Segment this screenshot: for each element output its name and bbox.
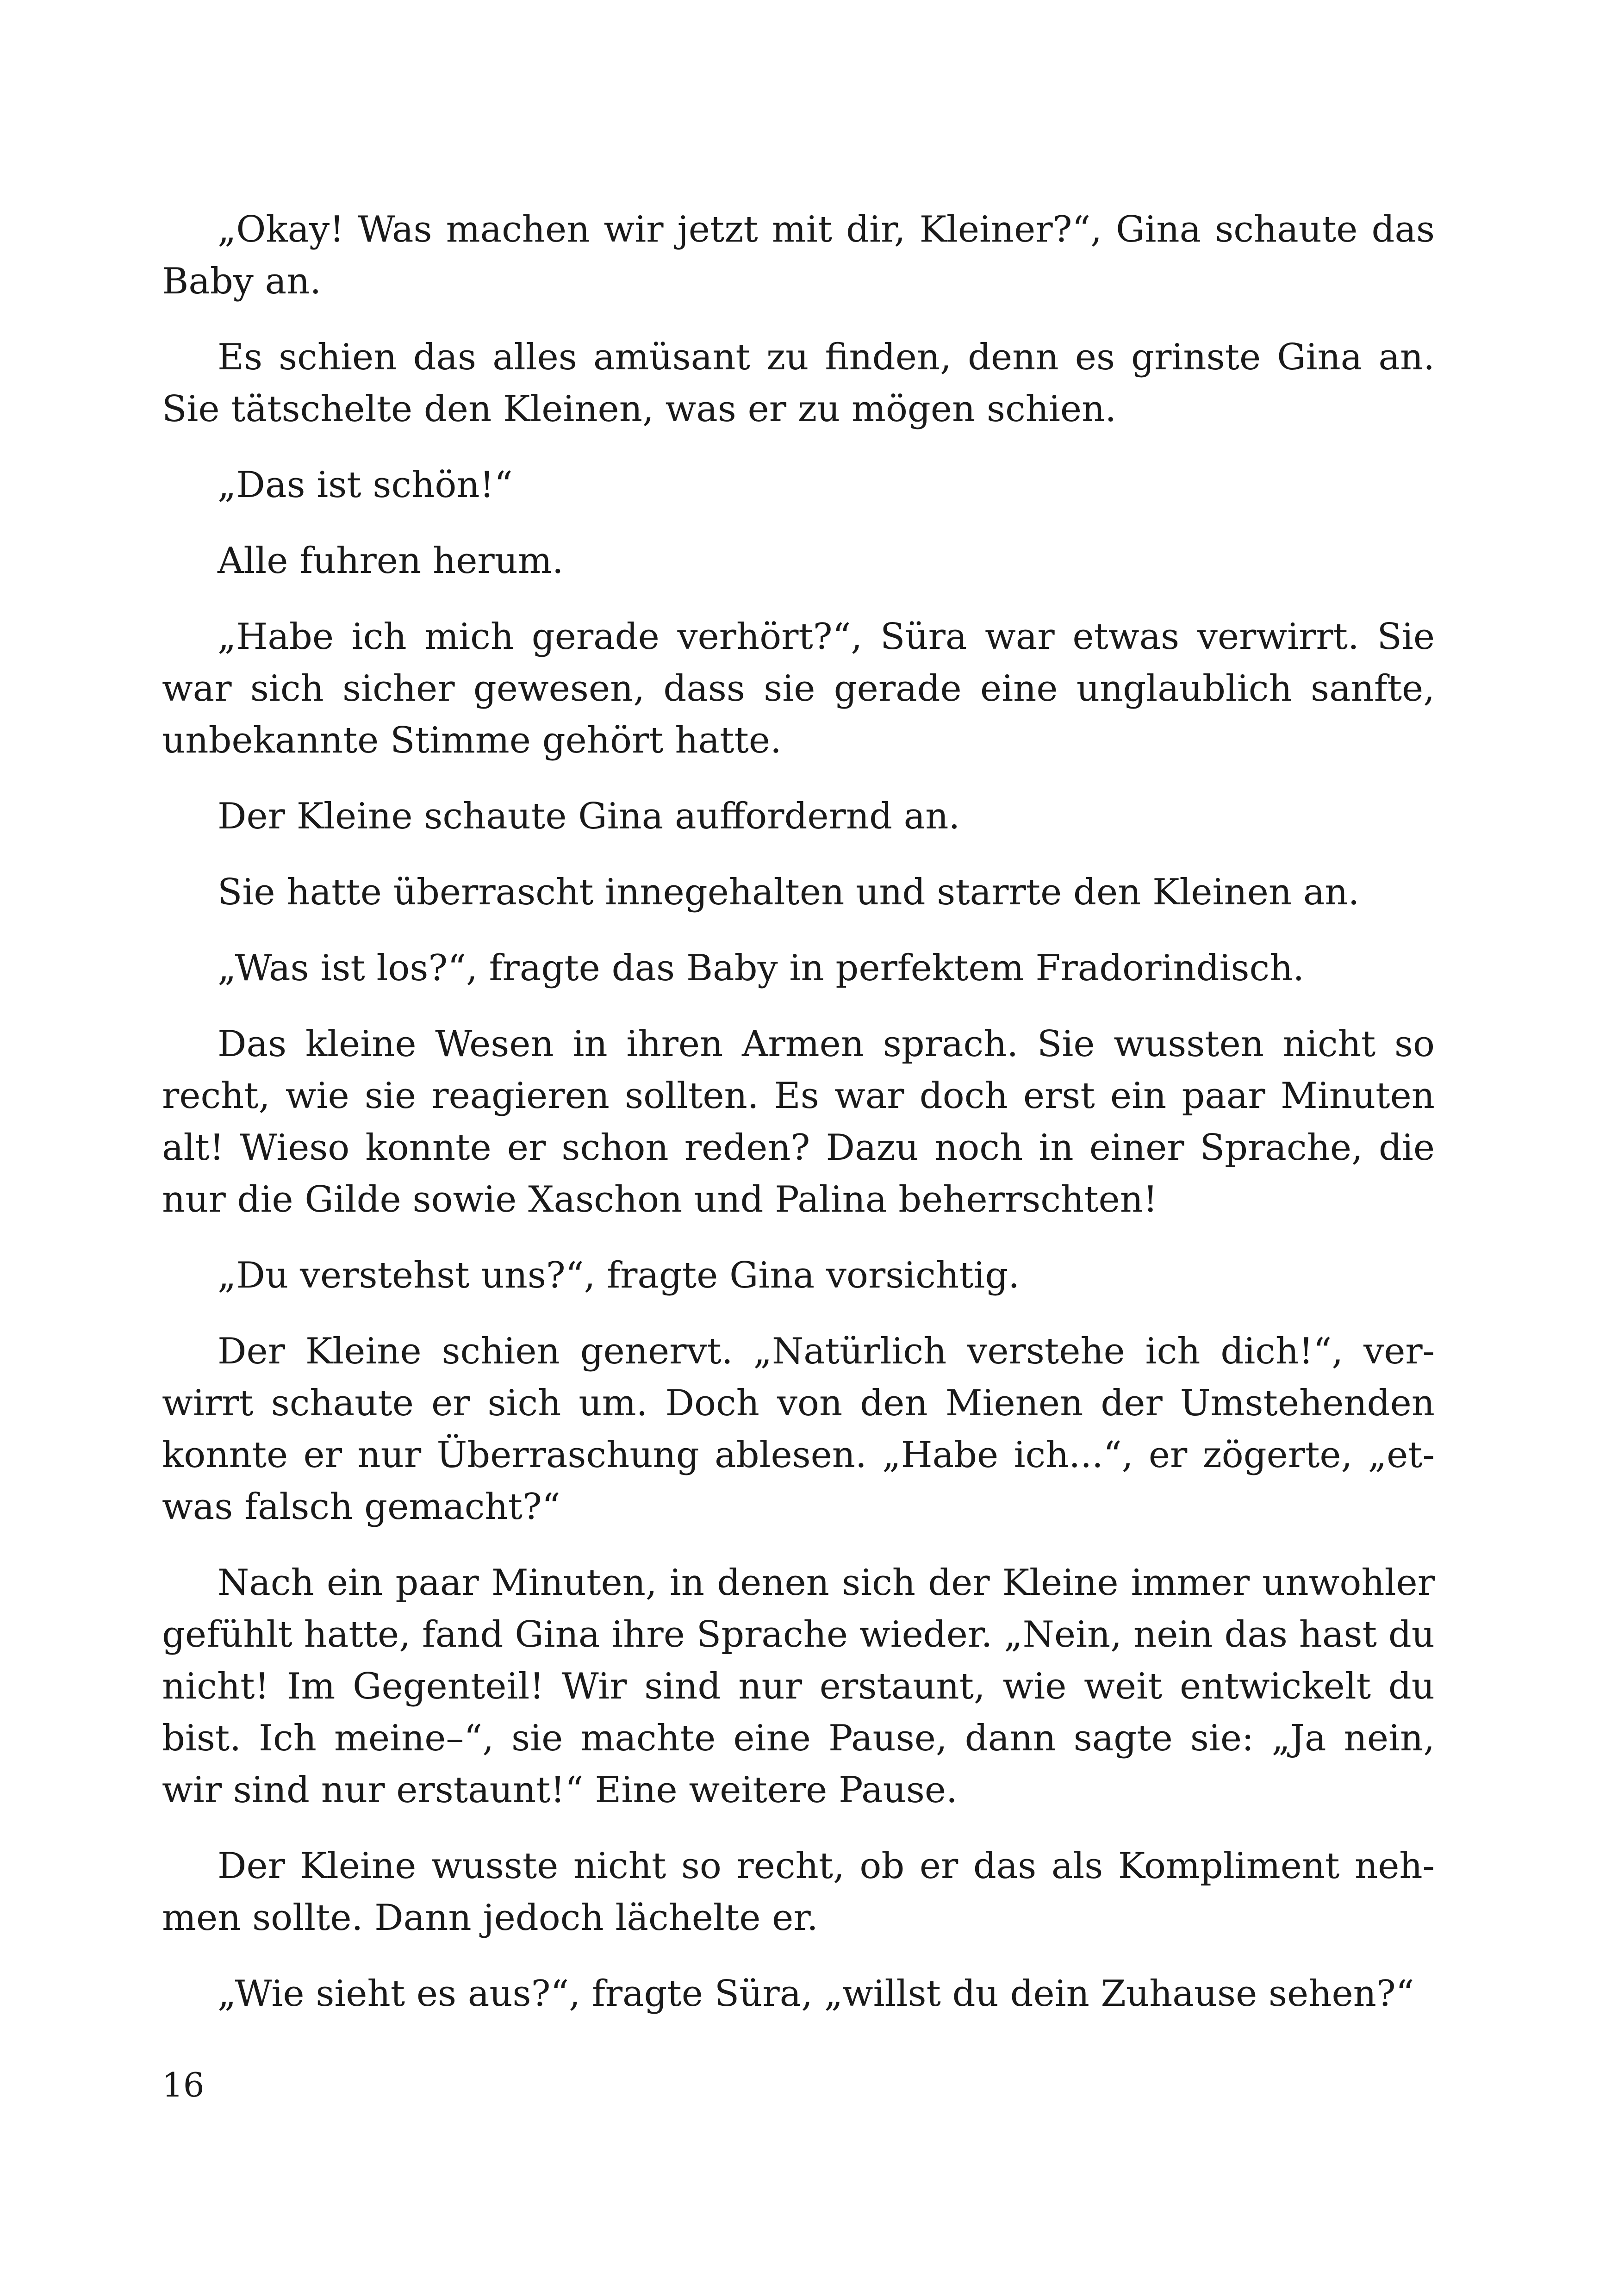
paragraph: „Habe ich mich gerade verhört?“, Süra war etwas verwirrt. Sie war sich sicher gewesen, dass sie gerade eine unglaublich sanfte, unbekannte Stimme gehört hatte. <box>162 616 1435 761</box>
page-number: 16 <box>162 2066 205 2104</box>
paragraph: „Wie sieht es aus?“, fragte Süra, „willst du dein Zuhause sehen?“ <box>218 1973 1414 2015</box>
paragraph: Der Kleine wusste nicht so recht, ob er das als Kompliment nehmen sollte. Dann jedoch lächelte er. <box>162 1845 1435 1939</box>
paragraph: „Was ist los?“, fragte das Baby in perfektem Fradorindisch. <box>218 947 1305 989</box>
paragraph: Der Kleine schaute Gina auffordernd an. <box>218 796 960 837</box>
paragraph: Nach ein paar Minuten, in denen sich der Kleine immer unwohler gefühlt hatte, fand Gina ihre Sprache wieder. „Nein, nein das hast du nicht! Im Gegenteil! Wir sind nur erstaunt, wie weit entwickelt du bist. Ich meine–“, sie machte eine Pause, dann sagte sie: „Ja nein, wir sind nur erstaunt!“ Eine weitere Pause. <box>162 1562 1435 1811</box>
body-text <box>162 204 1435 2044</box>
paragraph: Es schien das alles amüsant zu finden, denn es grinste Gina an. Sie tätschelte den Kleinen, was er zu mögen schien. <box>162 336 1435 430</box>
paragraph: Das kleine Wesen in ihren Armen sprach. Sie wussten nicht so recht, wie sie reagieren sollten. Es war doch erst ein paar Minuten alt! Wieso konnte er schon reden? Dazu noch in einer Sprache, die nur die Gilde sowie Xaschon und Palina beherrschten! <box>162 1023 1435 1220</box>
paragraph: Alle fuhren herum. <box>218 540 564 582</box>
paragraph: „Du verstehst uns?“, fragte Gina vorsichtig. <box>218 1255 1020 1296</box>
paragraph: „Okay! Was machen wir jetzt mit dir, Kleiner?“, Gina schaute das Baby an. <box>162 209 1435 302</box>
paragraph: „Das ist schön!“ <box>218 464 513 506</box>
paragraph: Der Kleine schien genervt. „Natürlich verstehe ich dich!“, verwirrt schaute er sich um. Doch von den Mienen der Umstehenden konnte er nur Überraschung ablesen. „Habe ich...“, er zögerte, „etwas falsch gemacht?“ <box>162 1331 1435 1528</box>
paragraph: Sie hatte überrascht innegehalten und starrte den Kleinen an. <box>218 871 1360 913</box>
